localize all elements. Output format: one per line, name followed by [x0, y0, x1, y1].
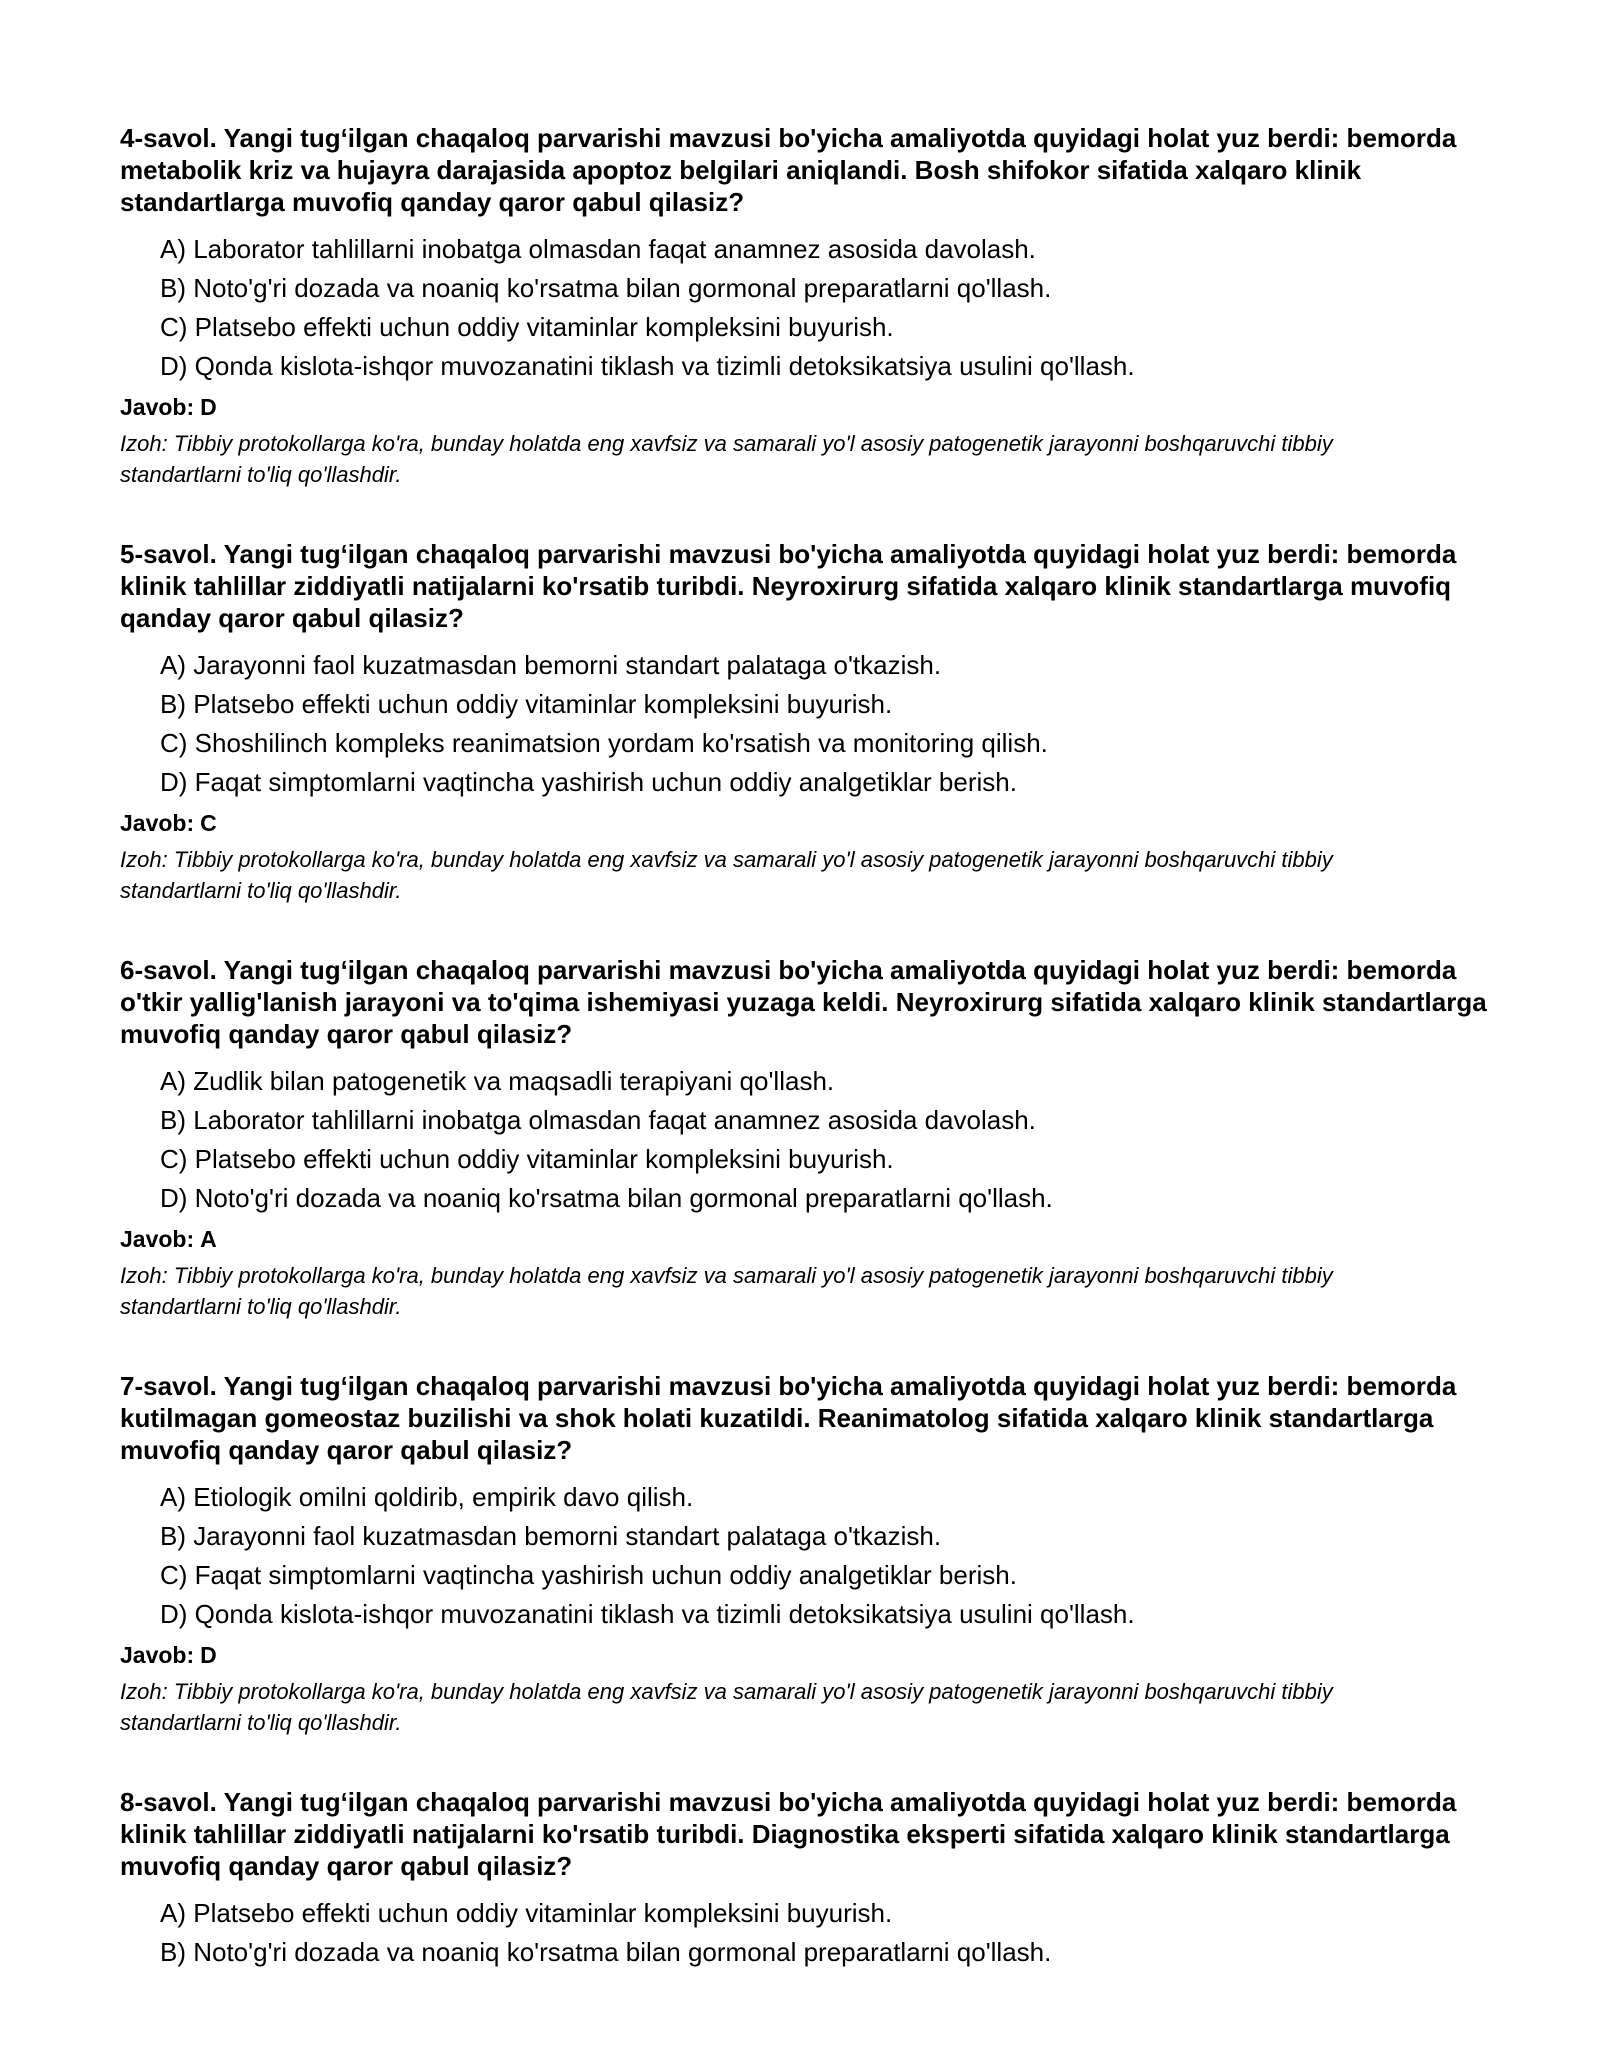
question-4	[120, 122, 1500, 490]
option-d: D) Qonda kislota-ishqor muvozanatini tiklash va tizimli detoksikatsiya usulini qo'llash.	[160, 1599, 1135, 1629]
option-d: D) Noto'g'ri dozada va noaniq ko'rsatma bilan gormonal preparatlarni qo'llash.	[160, 1183, 1053, 1213]
option-b: B) Laborator tahlillarni inobatga olmasdan faqat anamnez asosida davolash.	[160, 1105, 1036, 1135]
options-list	[120, 1478, 1500, 1634]
options-list	[120, 1894, 1500, 1972]
document-page	[120, 122, 1500, 2020]
question-7	[120, 1370, 1500, 1738]
question-6	[120, 954, 1500, 1322]
answer-value: D	[200, 394, 217, 420]
answer-value: A	[200, 1226, 217, 1252]
explanation-text: Izoh: Tibbiy protokollarga ko'ra, bunday holatda eng xavfsiz va samarali yo'l asosiy patogenetik jarayonni boshqaruvchi tibbiy standartlarni to'liq qo'llashdir.	[120, 847, 1333, 903]
answer-value: C	[200, 810, 217, 836]
question-text: 7-savol. Yangi tug‘ilgan chaqaloq parvarishi mavzusi bo'yicha amaliyotda quyidagi holat yuz berdi: bemorda kutilmagan gomeostaz buzilishi va shok holati kuzatildi. Reanimatolog sifatida xalqaro klinik standartlarga muvofiq qanday qaror qabul qilasiz?	[120, 1371, 1457, 1465]
option-c: C) Faqat simptomlarni vaqtincha yashirish uchun oddiy analgetiklar berish.	[160, 1560, 1017, 1590]
option-a: A) Jarayonni faol kuzatmasdan bemorni standart palataga o'tkazish.	[160, 650, 942, 680]
options-list	[120, 1062, 1500, 1218]
option-b: B) Jarayonni faol kuzatmasdan bemorni standart palataga o'tkazish.	[160, 1521, 942, 1551]
option-c: C) Platsebo effekti uchun oddiy vitaminlar kompleksini buyurish.	[160, 312, 894, 342]
option-a: A) Platsebo effekti uchun oddiy vitaminlar kompleksini buyurish.	[160, 1898, 893, 1928]
answer-label: Javob:	[120, 394, 195, 420]
answer-line	[120, 392, 1500, 422]
option-a: A) Etiologik omilni qoldirib, empirik davo qilish.	[160, 1482, 694, 1512]
question-text: 6-savol. Yangi tug‘ilgan chaqaloq parvarishi mavzusi bo'yicha amaliyotda quyidagi holat yuz berdi: bemorda o'tkir yallig'lanish jarayoni va to'qima ishemiyasi yuzaga keldi. Neyroxirurg sifatida xalqaro klinik standartlarga muvofiq qanday qaror qabul qilasiz?	[120, 955, 1487, 1049]
question-text: 5-savol. Yangi tug‘ilgan chaqaloq parvarishi mavzusi bo'yicha amaliyotda quyidagi holat yuz berdi: bemorda klinik tahlillar ziddiyatli natijalarni ko'rsatib turibdi. Neyroxirurg sifatida xalqaro klinik standartlarga muvofiq qanday qaror qabul qilasiz?	[120, 539, 1457, 633]
answer-label: Javob:	[120, 810, 195, 836]
option-b: B) Noto'g'ri dozada va noaniq ko'rsatma bilan gormonal preparatlarni qo'llash.	[160, 1937, 1052, 1967]
answer-line	[120, 808, 1500, 838]
explanation-text: Izoh: Tibbiy protokollarga ko'ra, bunday holatda eng xavfsiz va samarali yo'l asosiy patogenetik jarayonni boshqaruvchi tibbiy standartlarni to'liq qo'llashdir.	[120, 1263, 1333, 1319]
question-text: 4-savol. Yangi tug‘ilgan chaqaloq parvarishi mavzusi bo'yicha amaliyotda quyidagi holat yuz berdi: bemorda metabolik kriz va hujayra darajasida apoptoz belgilari aniqlandi. Bosh shifokor sifatida xalqaro klinik standartlarga muvofiq qanday qaror qabul qilasiz?	[120, 123, 1457, 217]
question-text: 8-savol. Yangi tug‘ilgan chaqaloq parvarishi mavzusi bo'yicha amaliyotda quyidagi holat yuz berdi: bemorda klinik tahlillar ziddiyatli natijalarni ko'rsatib turibdi. Diagnostika eksperti sifatida xalqaro klinik standartlarga muvofiq qanday qaror qabul qilasiz?	[120, 1787, 1457, 1881]
option-d: D) Qonda kislota-ishqor muvozanatini tiklash va tizimli detoksikatsiya usulini qo'llash.	[160, 351, 1135, 381]
explanation-text: Izoh: Tibbiy protokollarga ko'ra, bunday holatda eng xavfsiz va samarali yo'l asosiy patogenetik jarayonni boshqaruvchi tibbiy standartlarni to'liq qo'llashdir.	[120, 1679, 1333, 1735]
answer-line	[120, 1640, 1500, 1670]
option-a: A) Zudlik bilan patogenetik va maqsadli terapiyani qo'llash.	[160, 1066, 835, 1096]
option-b: B) Platsebo effekti uchun oddiy vitaminlar kompleksini buyurish.	[160, 689, 893, 719]
option-b: B) Noto'g'ri dozada va noaniq ko'rsatma bilan gormonal preparatlarni qo'llash.	[160, 273, 1052, 303]
option-c: C) Shoshilinch kompleks reanimatsion yordam ko'rsatish va monitoring qilish.	[160, 728, 1048, 758]
answer-label: Javob:	[120, 1642, 195, 1668]
option-c: C) Platsebo effekti uchun oddiy vitaminlar kompleksini buyurish.	[160, 1144, 894, 1174]
options-list	[120, 230, 1500, 386]
question-5	[120, 538, 1500, 906]
options-list	[120, 646, 1500, 802]
answer-value: D	[200, 1642, 217, 1668]
explanation-text: Izoh: Tibbiy protokollarga ko'ra, bunday holatda eng xavfsiz va samarali yo'l asosiy patogenetik jarayonni boshqaruvchi tibbiy standartlarni to'liq qo'llashdir.	[120, 431, 1333, 487]
question-8	[120, 1786, 1500, 1972]
answer-line	[120, 1224, 1500, 1254]
answer-label: Javob:	[120, 1226, 195, 1252]
option-d: D) Faqat simptomlarni vaqtincha yashirish uchun oddiy analgetiklar berish.	[160, 767, 1017, 797]
option-a: A) Laborator tahlillarni inobatga olmasdan faqat anamnez asosida davolash.	[160, 234, 1036, 264]
